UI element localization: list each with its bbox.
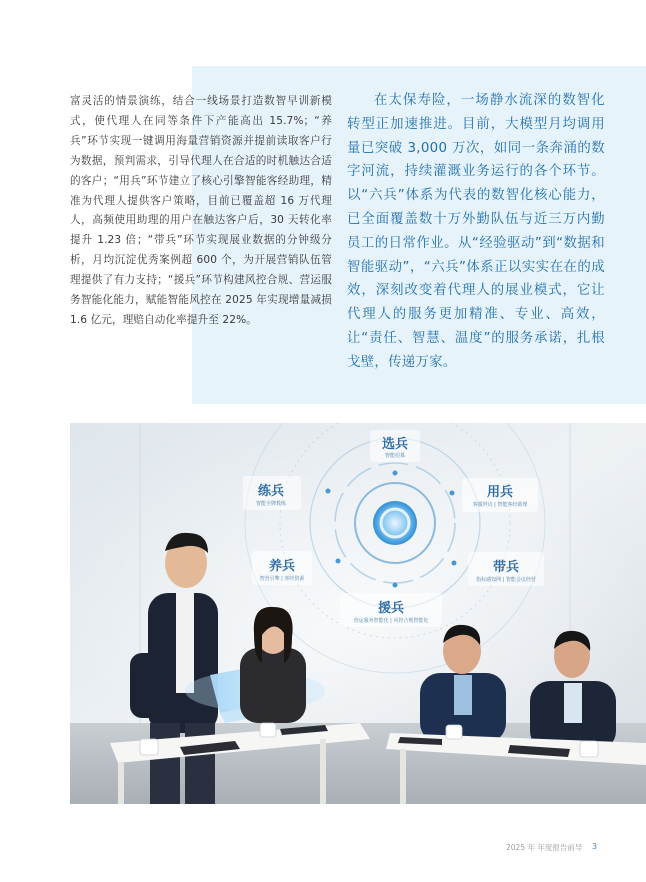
highlight-paragraph: 在太保寿险，一场静水流深的数智化转型正加速推进。目前，大模型月均调用量已突破 3,000 万次，如同一条奔涌的数字河流，持续灌溉业务运行的各个环节。以“六兵”体系为代表的数智化核心能力，已全面覆盖数十万外勤队伍与近三万内勤员工的日常作业。从“经验驱动”到“数据和智能驱动”，“六兵”体系正以实实在在的成效，深刻改变着代理人的展业模式，它让代理人的服务更加精准、专业、高效，让“责任、智慧、温度”的服务承诺，扎根戈壁，传递万家。	[347, 93, 605, 370]
node-daibing	[468, 552, 544, 586]
meeting-photo	[70, 423, 646, 804]
svg-text:营运服务智能化 | 风控合规智能化: 营运服务智能化 | 风控合规智能化	[353, 618, 429, 624]
left-body-paragraph: 富灵活的情景演练，结合一线场景打造数智早训新模式，使代理人在同等条件下产能高出 15.7%；“养兵”环节实现一键调用海量营销资源并提前读取客户行为数据，预判需求，引导代理人在合适的时机触达合适的客户；“用兵”环节建立了核心引擎智能客经助理，精准为代理人提供客户策略，目前已覆盖超 16 万代理人，高频使用助理的用户在触达客户后，30 天转化率提升 1.23 倍；“带兵”环节实现展业数据的分钟级分析，月均沉淀优秀案例超 600 个，为开展营销队伍管理提供了有力支持；“援兵”环节构建风控合规、营运服务智能化能力，赋能智能风控在 2025 年实现增量减损 1.6 亿元，理赔自动化率提升至 22%。	[70, 95, 332, 326]
node-yangbing	[252, 551, 312, 585]
node-yongbing	[462, 478, 538, 512]
svg-text:智能全牌教练: 智能全牌教练	[255, 501, 287, 507]
node-lianbing	[243, 476, 301, 510]
page-number: 3	[592, 842, 598, 851]
svg-text:智营引擎 | 客经资源: 智营引擎 | 客经资源	[259, 576, 305, 582]
footer-title: 2025 年 年度报告前导	[506, 843, 583, 852]
svg-text:智能招募: 智能招募	[384, 453, 406, 459]
node-yuanbing	[340, 593, 442, 627]
svg-text:带兵: 带兵	[492, 560, 520, 575]
svg-text:客服拜访 | 智能客经助理: 客服拜访 | 智能客经助理	[472, 502, 528, 508]
svg-text:练兵: 练兵	[257, 484, 285, 499]
node-xuanbing	[370, 430, 420, 462]
svg-text:养兵: 养兵	[268, 559, 296, 574]
svg-text:指标感知网 | 智能会议经营: 指标感知网 | 智能会议经营	[476, 577, 536, 583]
svg-text:选兵: 选兵	[381, 437, 409, 452]
svg-text:用兵: 用兵	[486, 485, 514, 500]
svg-text:援兵: 援兵	[377, 601, 405, 616]
